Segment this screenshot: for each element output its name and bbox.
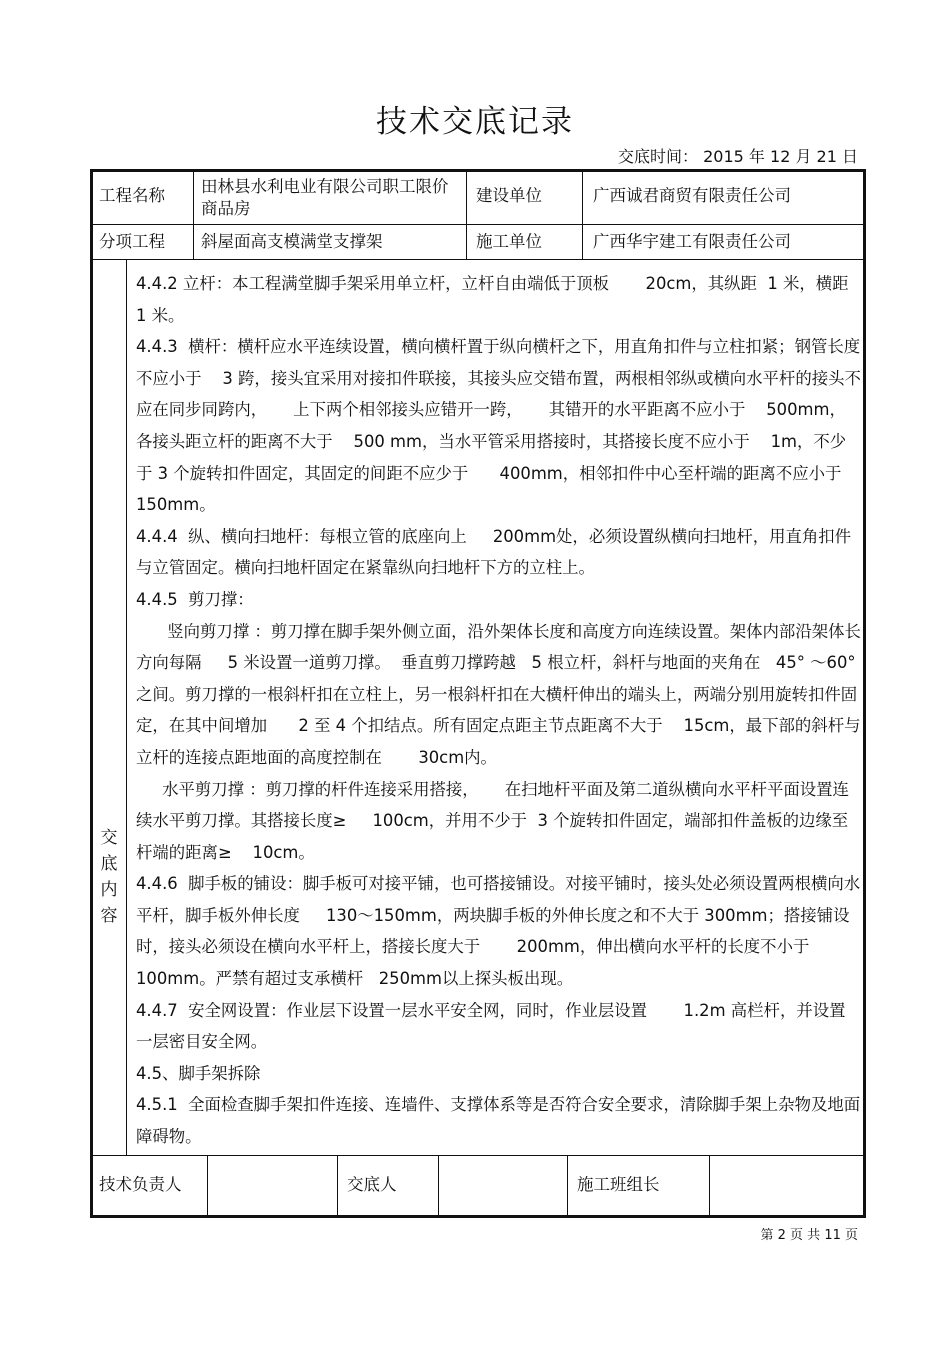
- presenter-label: 交底人: [347, 1175, 397, 1194]
- column-divider: [466, 172, 467, 259]
- content-paragraph: 4.5、脚手架拆除: [136, 1063, 261, 1083]
- contractor-label: 施工单位: [476, 232, 542, 251]
- page-number: 第 2 页 共 11 页: [760, 1228, 858, 1243]
- column-divider: [207, 1155, 208, 1215]
- content-paragraph: 竖向剪刀撑 ：剪刀撑在脚手架外侧立面，沿外架体长度和高度方向连续设置。架体内部沿架体长方向每隔 5 米设置一道剪刀撑。 垂直剪刀撑跨越 5 根立杆，斜杆与地面的夹角在 45° ～60° 之间。剪刀撑的一根斜杆扣在立柱上，另一根斜杆扣在大横杆伸出的端头上，两端分别用旋转扣件固定，在其中间增加 2 至 4 个扣结点。所有固定点距主节点距离不大于 15cm，最下部的斜杆与立杆的连接点距地面的高度控制在 30cm内。: [136, 621, 861, 767]
- column-divider: [438, 1155, 439, 1215]
- document-title: 技术交底记录: [376, 104, 574, 140]
- column-divider: [193, 172, 194, 259]
- record-table: [90, 169, 866, 1218]
- column-divider: [582, 172, 583, 259]
- side-label-char: 交: [100, 828, 118, 848]
- side-label-text: [93, 825, 125, 929]
- side-label-char: 容: [100, 906, 118, 926]
- column-divider: [567, 1155, 568, 1215]
- builder-label: 建设单位: [476, 186, 542, 205]
- contractor-value: 广西华宇建工有限责任公司: [593, 232, 791, 251]
- content-paragraph: 4.4.2 立杆：本工程满堂脚手架采用单立杆，立杆自由端低于顶板 20cm，其纵距 1 米，横距 1 米。: [136, 274, 854, 325]
- subproject-label: 分项工程: [99, 232, 165, 251]
- content-paragraph: 4.4.3 横杆：横杆应水平连续设置，横向横杆置于纵向横杆之下，用直角扣件与立柱扣紧；钢管长度不应小于 3 跨，接头宜采用对接扣件联接，其接头应交错布置，两根相邻纵或横向水平杆的接头不应在同步同跨内， 上下两个相邻接头应错开一跨， 其错开的水平距离不应小于 500mm，各接头距立杆的距离不大于 500 mm，当水平管采用搭接时，其搭接长度不应小于 1m，不少于 3 个旋转扣件固定，其固定的间距不应少于 400mm，相邻扣件中心至杆端的距离不应小于 150mm。: [136, 337, 868, 515]
- content-paragraph: 4.4.6 脚手板的铺设：脚手板可对接平铺，也可搭接铺设。对接平铺时，接头处必须设置两根横向水平杆，脚手板外伸长度 130～150mm，两块脚手板的外伸长度之和不大于 300mm；搭接铺设时，接头必须设在横向水平杆上，搭接长度大于 200mm，伸出横向水平杆的长度不小于 100mm。严禁有超过支承横杆 250mm以上探头板出现。: [136, 874, 861, 989]
- tech-lead-label: 技术负责人: [99, 1175, 182, 1194]
- content-paragraph: 4.5.1 全面检查脚手架扣件连接、连墙件、支撑体系等是否符合安全要求，清除脚手架上杂物及地面障碍物。: [136, 1095, 861, 1147]
- row-divider: [93, 224, 863, 225]
- column-divider: [709, 1155, 710, 1215]
- row-divider: [93, 1155, 863, 1156]
- subproject-value: 斜屋面高支模满堂支撑架: [201, 232, 383, 251]
- column-divider: [337, 1155, 338, 1215]
- content-paragraph: 4.4.4 纵、横向扫地杆：每根立管的底座向上 200mm处，必须设置纵横向扫地杆，用直角扣件与立管固定。横向扫地杆固定在紧靠纵向扫地杆下方的立柱上。: [136, 526, 852, 578]
- content-paragraph: 4.4.7 安全网设置：作业层下设置一层水平安全网，同时，作业层设置 1.2m 高栏杆，并设置一层密目安全网。: [136, 1000, 846, 1052]
- project-name-value: 田林县水利电业有限公司职工限价商品房: [201, 177, 449, 218]
- team-leader-label: 施工班组长: [577, 1175, 660, 1194]
- content-paragraph: 水平剪刀撑 ：剪刀撑的杆件连接采用搭接， 在扫地杆平面及第二道纵横向水平杆平面设置连续水平剪刀撑。其搭接长度≥ 100cm，并用不少于 3 个旋转扣件固定，端部扣件盖板的边缘至杆端的距离≥ 10cm。: [136, 779, 849, 862]
- disclosure-content: [136, 268, 868, 1153]
- builder-value: 广西诚君商贸有限责任公司: [593, 186, 791, 205]
- side-label-char: 底: [100, 854, 118, 874]
- column-divider: [126, 259, 127, 1155]
- disclosure-content-label: [93, 825, 125, 929]
- row-divider: [93, 259, 863, 260]
- content-paragraph: 4.4.5 剪刀撑：: [136, 589, 254, 609]
- side-label-char: 内: [100, 880, 118, 900]
- disclosure-date: 交底时间： 2015 年 12 月 21 日: [618, 147, 858, 166]
- project-name-label: 工程名称: [99, 186, 165, 205]
